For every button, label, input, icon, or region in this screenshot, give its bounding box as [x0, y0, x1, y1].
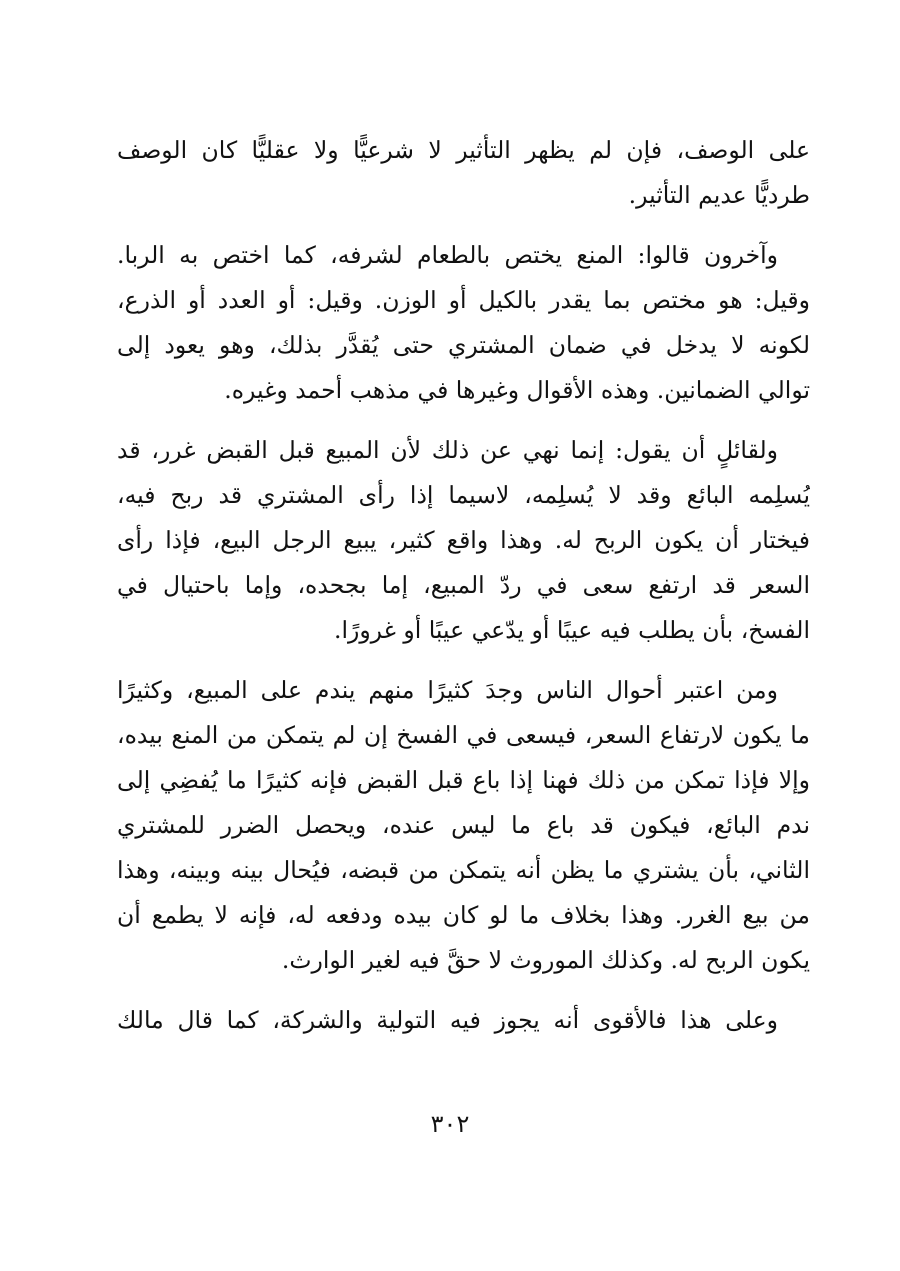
- text-line: فيختار أن يكون الربح له. وهذا واقع كثير، يبيع الرجل البيع، فإذا رأى: [117, 526, 810, 554]
- text-line: ومن اعتبر أحوال الناس وجدَ كثيرًا منهم يندم على المبيع، وكثيرًا: [117, 676, 778, 704]
- text-line: وإلا فإذا تمكن من ذلك فهنا إذا باع قبل القبض فإنه كثيرًا ما يُفضِي إلى: [117, 766, 810, 794]
- text-line: الثاني، بأن يشتري ما يظن أنه يتمكن من قبضه، فيُحال بينه وبينه، وهذا: [117, 856, 810, 884]
- text-line: طرديًّا عديم التأثير.: [628, 181, 810, 209]
- paragraph: [117, 998, 810, 1043]
- text-line: السعر قد ارتفع سعى في ردّ المبيع، إما بجحده، وإما باحتيال في: [117, 571, 810, 599]
- text-line: وآخرون قالوا: المنع يختص بالطعام لشرفه، كما اختص به الربا.: [117, 241, 778, 269]
- text-line: الفسخ، بأن يطلب فيه عيبًا أو يدّعي عيبًا أو غرورًا.: [333, 616, 810, 644]
- paragraph: [117, 128, 810, 218]
- text-line: ما يكون لارتفاع السعر، فيسعى في الفسخ إن لم يتمكن من المنع بيده،: [117, 721, 810, 749]
- paragraph: [117, 668, 810, 983]
- page-number: ٣٠٢: [430, 1110, 470, 1138]
- text-line: ولقائلٍ أن يقول: إنما نهي عن ذلك لأن المبيع قبل القبض غرر، قد: [117, 436, 778, 464]
- text-line: توالي الضمانين. وهذه الأقوال وغيرها في مذهب أحمد وغيره.: [224, 376, 810, 404]
- paragraph: [117, 428, 810, 653]
- text-line: يُسلِمه البائع وقد لا يُسلِمه، لاسيما إذا رأى المشتري قد ربح فيه،: [117, 481, 810, 509]
- text-line: من بيع الغرر. وهذا بخلاف ما لو كان بيده ودفعه له، فإنه لا يطمع أن: [117, 901, 810, 929]
- text-line: ندم البائع، فيكون قد باع ما ليس عنده، ويحصل الضرر للمشتري: [117, 811, 810, 839]
- text-line: لكونه لا يدخل في ضمان المشتري حتى يُقدَّر بذلك، وهو يعود إلى: [117, 331, 810, 359]
- text-line: يكون الربح له. وكذلك الموروث لا حقَّ فيه لغير الوارث.: [281, 946, 810, 974]
- paragraph: [117, 233, 810, 413]
- text-line: وعلى هذا فالأقوى أنه يجوز فيه التولية والشركة، كما قال مالك: [117, 1006, 778, 1034]
- text-line: وقيل: هو مختص بما يقدر بالكيل أو الوزن. وقيل: أو العدد أو الذرع،: [117, 286, 810, 314]
- text-line: على الوصف، فإن لم يظهر التأثير لا شرعيًّا ولا عقليًّا كان الوصف: [117, 136, 810, 164]
- body-text: [117, 128, 810, 1043]
